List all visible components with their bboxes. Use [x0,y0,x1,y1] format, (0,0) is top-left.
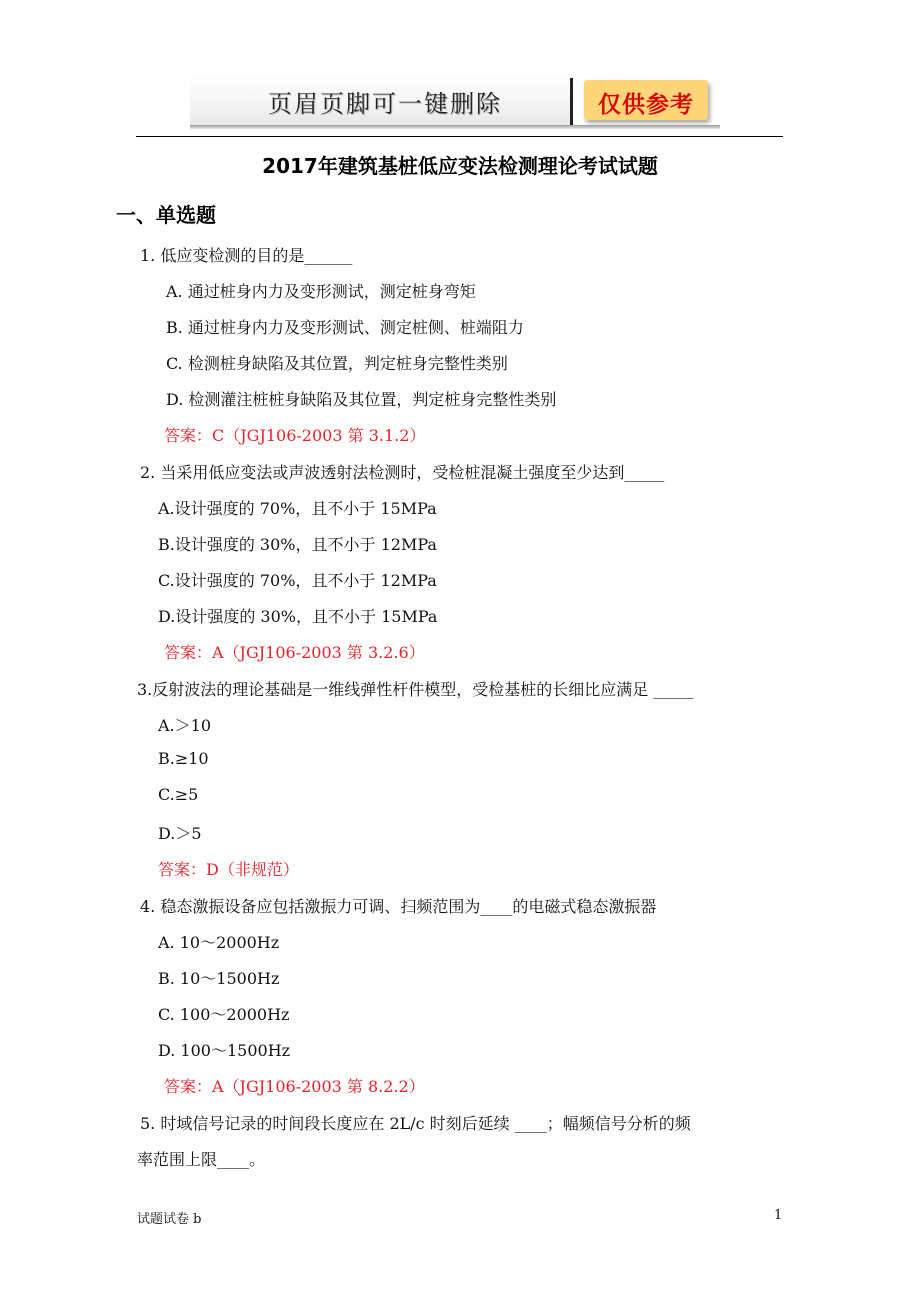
question-1-option-c: C. 检测桩身缺陷及其位置，判定桩身完整性类别 [166,354,508,373]
question-2-option-a: A.设计强度的 70%，且不小于 15MPa [158,499,437,518]
question-4-answer: 答案：A（JGJ106-2003 第 8.2.2） [164,1077,425,1096]
question-1-option-a: A. 通过桩身内力及变形测试，测定桩身弯矩 [166,282,476,301]
question-3-option-a: A.＞10 [158,716,212,735]
question-5-continuation: 率范围上限____。 [137,1150,266,1169]
question-4-option-c: C. 100～2000Hz [158,1005,290,1024]
question-1-answer: 答案：C（JGJ106-2003 第 3.1.2） [164,426,426,445]
page-number: 1 [774,1208,783,1223]
reference-stamp-text: 仅供参考 [598,92,694,118]
document-title: 2017年建筑基桩低应变法检测理论考试试题 [262,154,658,178]
question-2: 2. 当采用低应变法或声波透射法检测时，受检桩混凝土强度至少达到_____ [140,463,665,482]
reference-stamp [584,80,708,120]
header-divider [570,78,573,126]
header-banner-text: 页眉页脚可一键删除 [268,90,502,118]
question-3-answer: 答案：D（非规范） [158,860,299,879]
footer-label: 试题试卷 b [137,1212,202,1227]
question-5: 5. 时域信号记录的时间段长度应在 2L/c 时刻后延续 ____；幅频信号分析的频 [140,1114,691,1133]
question-1-option-d: D. 检测灌注桩桩身缺陷及其位置，判定桩身完整性类别 [166,390,557,409]
question-1-option-b: B. 通过桩身内力及变形测试、测定桩侧、桩端阻力 [166,318,524,337]
question-3-option-b: B.≥10 [158,749,209,768]
question-2-option-b: B.设计强度的 30%，且不小于 12MPa [158,535,437,554]
question-4: 4. 稳态激振设备应包括激振力可调、扫频范围为____的电磁式稳态激振器 [140,897,657,916]
question-3-option-d: D.＞5 [158,824,202,843]
header-banner [190,72,720,128]
question-4-option-a: A. 10～2000Hz [158,933,280,952]
question-3-option-c: C.≥5 [158,785,199,804]
header-shadow [190,125,720,129]
question-3: 3.反射波法的理论基础是一维线弹性杆件模型，受检基桩的长细比应满足 _____ [137,680,694,699]
question-2-option-d: D.设计强度的 30%，且不小于 15MPa [158,607,438,626]
header-rule [136,136,783,137]
section-heading: 一、单选题 [116,203,216,227]
question-2-option-c: C.设计强度的 70%，且不小于 12MPa [158,571,437,590]
question-2-answer: 答案：A（JGJ106-2003 第 3.2.6） [164,643,425,662]
question-4-option-d: D. 100～1500Hz [158,1041,291,1060]
question-1: 1. 低应变检测的目的是______ [140,246,353,265]
question-4-option-b: B. 10～1500Hz [158,969,280,988]
